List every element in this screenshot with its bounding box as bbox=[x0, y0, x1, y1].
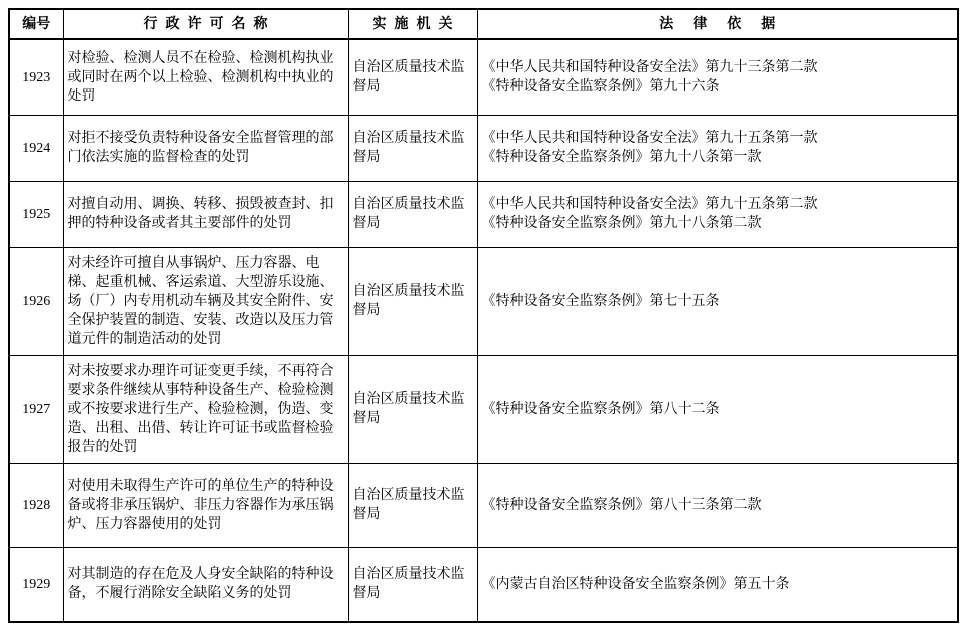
table-row bbox=[9, 247, 958, 355]
table-header bbox=[9, 9, 958, 39]
legal-basis-line: 《中华人民共和国特种设备安全法》第九十五条第二款 bbox=[481, 197, 818, 212]
legal-basis-line: 《特种设备安全监察条例》第九十六条 bbox=[481, 79, 720, 95]
row-id-cell: 1928 bbox=[9, 463, 63, 547]
table-row bbox=[9, 355, 958, 463]
agency-cell: 自治区质量技术监督局 bbox=[348, 247, 477, 355]
row-id-cell: 1924 bbox=[9, 115, 63, 181]
agency-cell: 自治区质量技术监督局 bbox=[348, 463, 477, 547]
table-row bbox=[9, 115, 958, 181]
legal-basis-line: 《特种设备安全监察条例》第九十八条第一款 bbox=[481, 150, 762, 165]
legal-basis-line: 《特种设备安全监察条例》第七十五条 bbox=[481, 293, 720, 309]
legal-basis-line: 《特种设备安全监察条例》第八十二条 bbox=[481, 401, 720, 417]
legal-basis-line: 《内蒙古自治区特种设备安全监察条例》第五十条 bbox=[481, 576, 790, 592]
row-id-cell: 1926 bbox=[9, 247, 63, 355]
col-header-legal: 法律依据 bbox=[477, 9, 958, 39]
legal-basis-line: 《中华人民共和国特种设备安全法》第九十五条第一款 bbox=[481, 131, 818, 146]
table-row bbox=[9, 547, 958, 622]
table-row bbox=[9, 39, 958, 115]
legal-basis-line: 《特种设备安全监察条例》第八十三条第二款 bbox=[481, 497, 762, 513]
row-id-cell: 1925 bbox=[9, 181, 63, 247]
agency-cell: 自治区质量技术监督局 bbox=[348, 115, 477, 181]
agency-cell: 自治区质量技术监督局 bbox=[348, 181, 477, 247]
legal-basis-cell bbox=[477, 39, 958, 115]
legal-basis-line: 《中华人民共和国特种设备安全法》第九十三条第二款 bbox=[481, 60, 818, 76]
legal-basis-cell bbox=[477, 547, 958, 622]
col-header-id: 编号 bbox=[9, 9, 63, 39]
legal-basis-cell bbox=[477, 463, 958, 547]
legal-basis-cell bbox=[477, 181, 958, 247]
table-row bbox=[9, 181, 958, 247]
legal-basis-cell bbox=[477, 247, 958, 355]
permit-name-cell: 对检验、检测人员不在检验、检测机构执业或同时在两个以上检验、检测机构中执业的处罚 bbox=[63, 39, 348, 115]
permit-name-cell: 对拒不接受负责特种设备安全监督管理的部门依法实施的监督检查的处罚 bbox=[63, 115, 348, 181]
table-body bbox=[9, 39, 958, 622]
agency-cell: 自治区质量技术监督局 bbox=[348, 355, 477, 463]
legal-basis-line: 《特种设备安全监察条例》第九十八条第二款 bbox=[481, 216, 762, 231]
permits-table bbox=[8, 8, 959, 623]
col-header-agency: 实施机关 bbox=[348, 9, 477, 39]
permit-name-cell: 对未经许可擅自从事锅炉、压力容器、电梯、起重机械、客运索道、大型游乐设施、场（厂）内专用机动车辆及其安全附件、安全保护装置的制造、安装、改造以及压力管道元件的制造活动的处罚 bbox=[63, 247, 348, 355]
legal-basis-cell bbox=[477, 355, 958, 463]
permit-name-cell: 对其制造的存在危及人身安全缺陷的特种设备，不履行消除安全缺陷义务的处罚 bbox=[63, 547, 348, 622]
table-row bbox=[9, 463, 958, 547]
legal-basis-cell bbox=[477, 115, 958, 181]
row-id-cell: 1929 bbox=[9, 547, 63, 622]
agency-cell: 自治区质量技术监督局 bbox=[348, 39, 477, 115]
permit-name-cell: 对未按要求办理许可证变更手续，不再符合要求条件继续从事特种设备生产、检验检测或不按要求进行生产、检验检测，伪造、变造、出租、出借、转让许可证书或监督检验报告的处罚 bbox=[63, 355, 348, 463]
header-row bbox=[9, 9, 958, 39]
row-id-cell: 1923 bbox=[9, 39, 63, 115]
permit-name-cell: 对使用未取得生产许可的单位生产的特种设备或将非承压锅炉、非压力容器作为承压锅炉、压力容器使用的处罚 bbox=[63, 463, 348, 547]
permit-name-cell: 对擅自动用、调换、转移、损毁被查封、扣押的特种设备或者其主要部件的处罚 bbox=[63, 181, 348, 247]
agency-cell: 自治区质量技术监督局 bbox=[348, 547, 477, 622]
row-id-cell: 1927 bbox=[9, 355, 63, 463]
col-header-name: 行政许可名称 bbox=[63, 9, 348, 39]
